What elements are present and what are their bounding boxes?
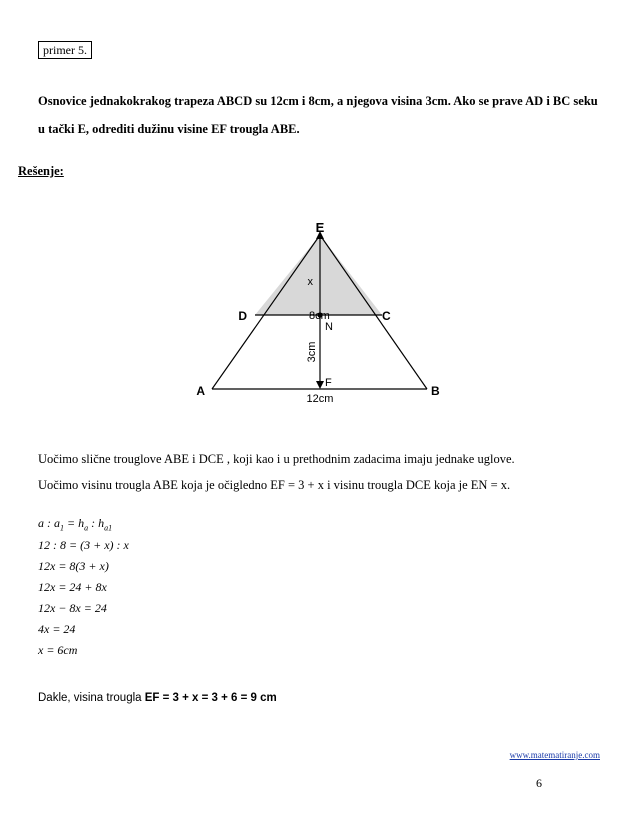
equation-6: x = 6cm xyxy=(38,643,78,657)
conclusion-prefix: Dakle, visina trougla xyxy=(38,692,145,704)
equation-4: 12x − 8x = 24 xyxy=(38,601,107,615)
paragraph-1: Uočimo slične trouglove ABE i DCE , koji kao i u prethodnim zadacima imaju jednake uglove. xyxy=(38,452,515,466)
label-x: x xyxy=(307,276,313,288)
label-height: 3cm xyxy=(306,341,318,363)
conclusion xyxy=(38,692,277,704)
label-b: B xyxy=(431,384,440,398)
problem-line-2: u tački E, odrediti dužinu visine EF trougla ABE. xyxy=(38,122,300,136)
page-number: 6 xyxy=(536,776,542,790)
arrow-f xyxy=(316,381,324,389)
example-tag: primer 5. xyxy=(38,41,92,59)
conclusion-result: EF = 3 + x = 3 + 6 = 9 cm xyxy=(144,692,277,704)
equation-ratio: a : $a_1 = h_a$ : $h_{a1}$ xyxy=(38,516,113,533)
equation-2: 12x = 8(3 + x) xyxy=(38,559,109,573)
footer-site-link[interactable]: www.matematiranje.com xyxy=(509,750,600,760)
label-a: A xyxy=(196,384,205,398)
label-f: F xyxy=(325,377,332,389)
paragraph-2: Uočimo visinu trougla ABE koja je očigledno EF = 3 + x i visinu trougla DCE koja je EN = x. xyxy=(38,478,511,492)
label-d: D xyxy=(238,309,247,323)
label-c: C xyxy=(382,309,391,323)
equation-3: 12x = 24 + 8x xyxy=(38,580,107,594)
equation-1: 12 : 8 = (3 + x) : x xyxy=(38,538,129,552)
shaded-triangle-dce xyxy=(255,235,382,315)
solution-label: Rešenje: xyxy=(18,164,64,178)
label-e: E xyxy=(315,220,325,235)
label-n: N xyxy=(325,321,333,333)
problem-line-1: Osnovice jednakokrakog trapeza ABCD su 12cm i 8cm, a njegova visina 3cm. Ako se prave AD i BC seku xyxy=(38,94,598,108)
label-top-base: 8cm xyxy=(309,310,330,322)
label-bottom-base: 12cm xyxy=(306,393,334,405)
equation-5: 4x = 24 xyxy=(38,622,76,636)
